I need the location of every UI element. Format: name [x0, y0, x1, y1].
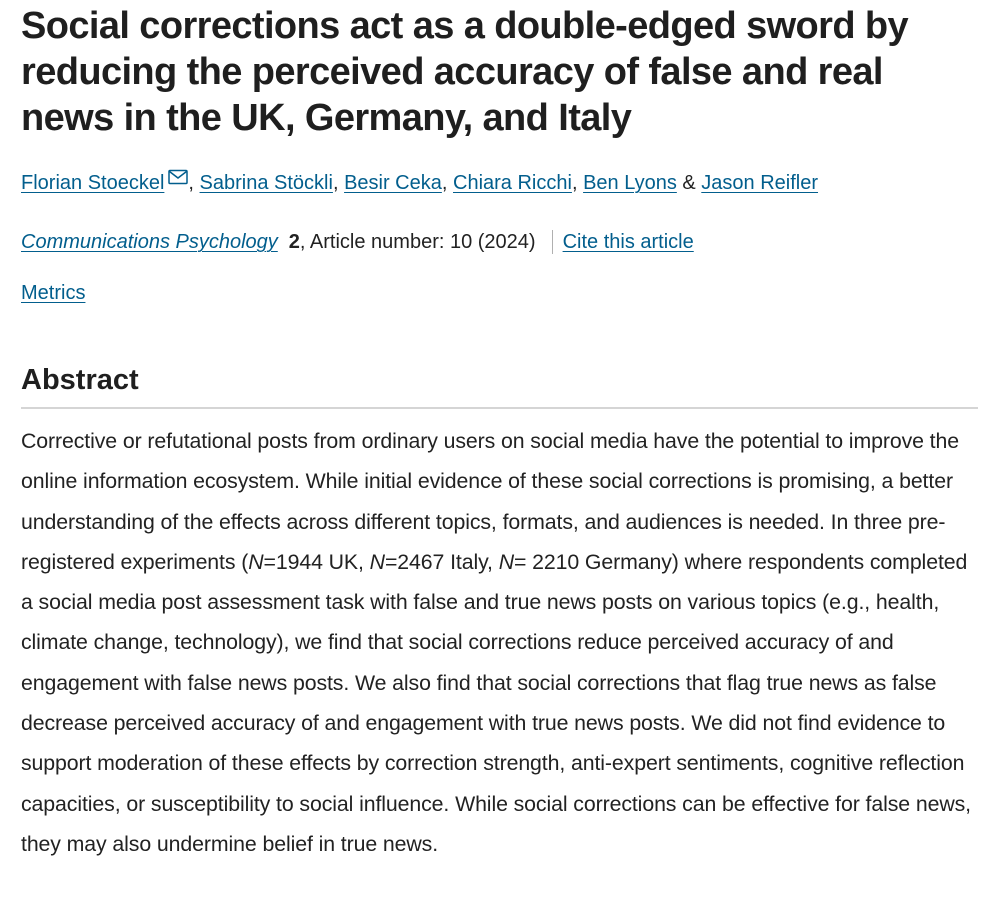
article-number: , Article number: 10 (2024) — [299, 231, 536, 253]
abstract-text-part: where respondents completed a social media post assessment task with false and true news posts on various topics (e.g., health, climate change, technology), we find that social corrections reduce perceived accuracy of and engagement with false news posts. We also find that social corrections that flag true news as false decrease perceived accuracy of and engagement with true news posts. We did not find evidence to support moderation of these effects by correction strength, anti-expert sentiments, cognitive reflection capacities, or susceptibility to social influence. While social corrections can be effective for false news, they may also undermine belief in true news. — [21, 549, 971, 856]
citation-line — [21, 229, 978, 255]
author-list — [21, 169, 978, 196]
abstract-heading: Abstract — [21, 363, 978, 409]
author-separator: , — [188, 172, 200, 194]
author-link[interactable]: Chiara Ricchi — [453, 172, 572, 194]
article-title: Social corrections act as a double-edged sword by reducing the perceived accuracy of false and real news in the UK, Germany, and Italy — [21, 5, 909, 139]
sample-size-germany: = 2210 Germany) — [513, 549, 679, 574]
n-symbol: N — [248, 549, 264, 574]
abstract-paragraph — [21, 421, 978, 864]
sample-size-uk: =1944 UK, — [263, 549, 370, 574]
author-link[interactable]: Florian Stoeckel — [21, 172, 165, 194]
author-link[interactable]: Ben Lyons — [583, 172, 677, 194]
author-link[interactable]: Sabrina Stöckli — [199, 172, 333, 194]
author-separator: , — [571, 172, 584, 194]
volume-number: 2 — [288, 231, 300, 253]
author-separator: , — [332, 172, 345, 194]
sample-size-italy: =2467 Italy, — [384, 549, 499, 574]
author-separator: & — [676, 172, 702, 194]
n-symbol: N — [498, 549, 514, 574]
abstract-text-part: Corrective or refutational posts from ordinary users on social media have the potential to improve the online information ecosystem. While initial evidence of these social corrections is promising, a better understanding of the effects across different topics, formats, and audiences is needed. In three pre-registered experiments ( — [21, 429, 959, 574]
cite-article-link[interactable]: Cite this article — [562, 231, 694, 253]
n-symbol: N — [369, 549, 385, 574]
author-link[interactable]: Besir Ceka — [344, 172, 442, 194]
mail-icon[interactable] — [168, 169, 188, 185]
author-link[interactable]: Jason Reifler — [701, 172, 819, 194]
metrics-link[interactable]: Metrics — [21, 282, 86, 304]
journal-link[interactable]: Communications Psychology — [21, 231, 278, 253]
metrics-section — [21, 280, 978, 306]
author-separator: , — [441, 172, 453, 194]
divider — [552, 230, 553, 254]
